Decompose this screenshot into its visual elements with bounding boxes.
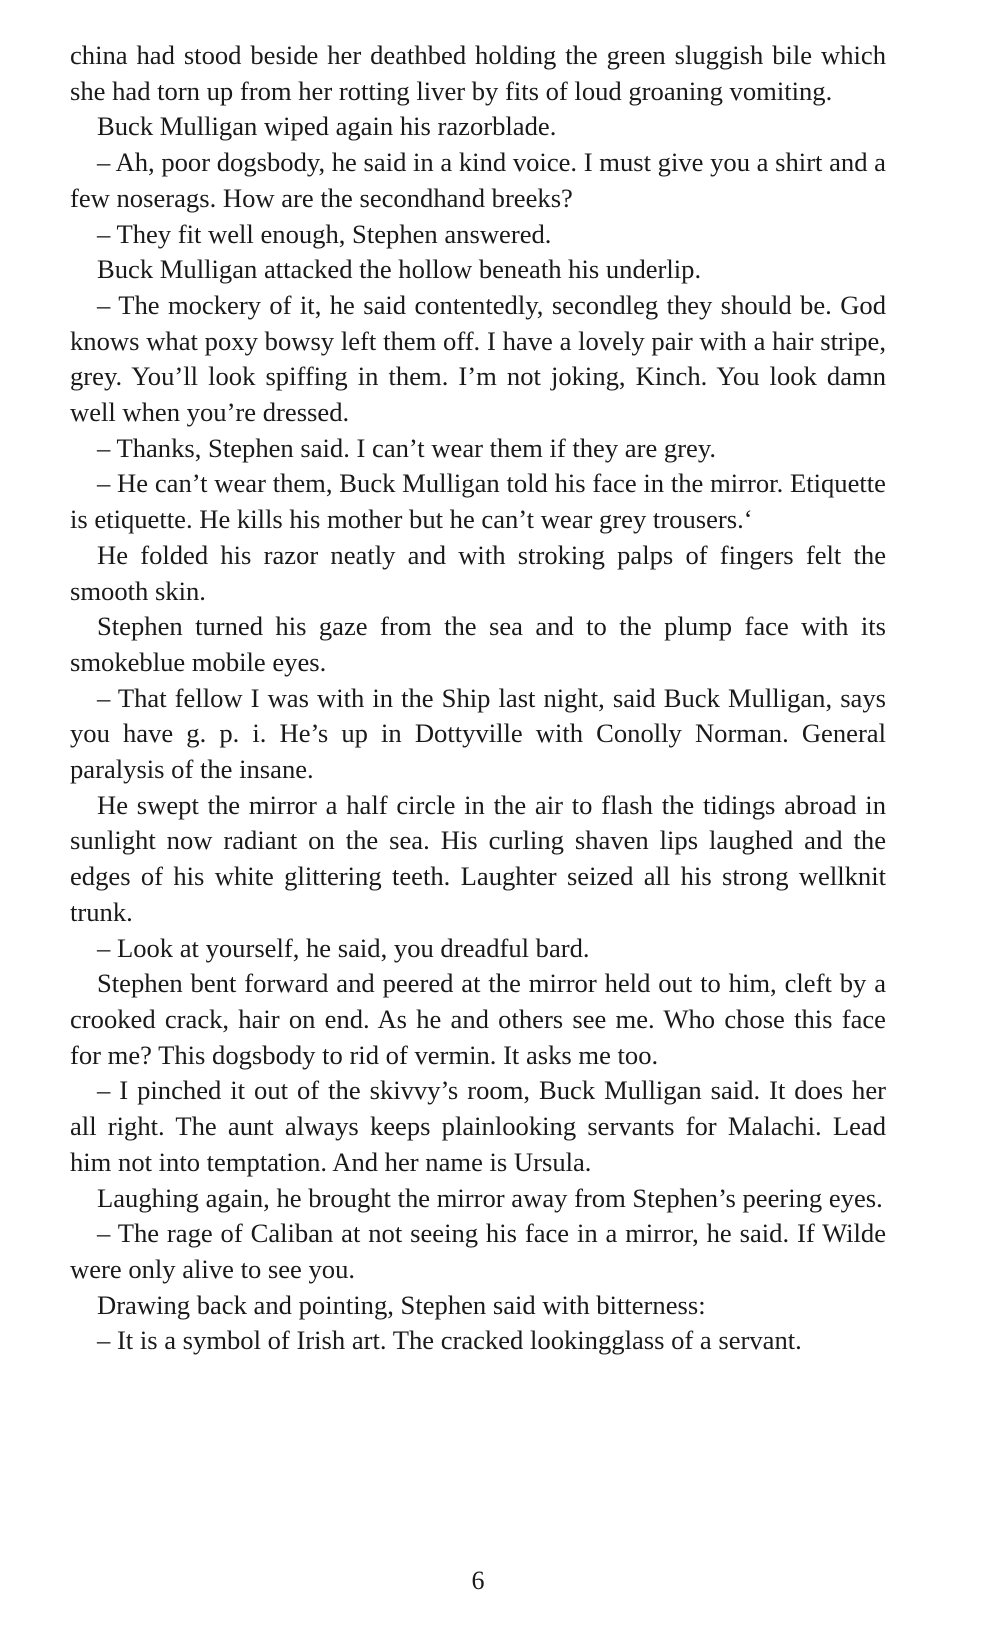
paragraph-14: Stephen bent forward and peered at the mirror held out to him, cleft by a crooked crack, hair on end. As he and others see me. Who chose this face for me? This dogsbody to rid of vermin. It asks me too. [70,968,886,1070]
paragraph-4: – They fit well enough, Stephen answered. [97,218,552,249]
paragraph-15: – I pinched it out of the skivvy’s room, Buck Mulligan said. It does her all right. The aunt always keeps plainlooking servants for Malachi. Lead him not into temptation. And her name is Ursula. [70,1075,886,1177]
paragraph-5: Buck Mulligan attacked the hollow beneath his underlip. [97,254,702,285]
page-number: 6 [471,1566,485,1595]
paragraph-19: – It is a symbol of Irish art. The cracked lookingglass of a servant. [97,1325,802,1356]
page-body [70,38,886,1359]
paragraph-6: – The mockery of it, he said contentedly, secondleg they should be. God knows what poxy bowsy left them off. I have a lovely pair with a hair stripe, grey. You’ll look spiffing in them. I’m not joking, Kinch. You look damn well when you’re dressed. [70,289,886,428]
paragraph-12: He swept the mirror a half circle in the air to flash the tidings abroad in sunlight now radiant on the sea. His curling shaven lips laughed and the edges of his white glittering teeth. Laughter seized all his strong wellknit trunk. [70,789,886,927]
paragraph-18: Drawing back and pointing, Stephen said with bitterness: [97,1289,706,1320]
paragraph-10: Stephen turned his gaze from the sea and to the plump face with its smokeblue mobile eyes. [70,611,886,677]
paragraph-1: china had stood beside her deathbed holding the green sluggish bile which she had torn up from her rotting liver by fits of loud groaning vomiting. [70,40,886,106]
paragraph-2: Buck Mulligan wiped again his razorblade. [97,111,557,142]
paragraph-3: – Ah, poor dogsbody, he said in a kind voice. I must give you a shirt and a few noserags. How are the secondhand breeks? [70,147,886,213]
paragraph-9: He folded his razor neatly and with stroking palps of fingers felt the smooth skin. [70,539,886,606]
paragraph-13: – Look at yourself, he said, you dreadful bard. [97,932,590,963]
paragraph-7: – Thanks, Stephen said. I can’t wear them if they are grey. [97,432,717,463]
paragraph-16: Laughing again, he brought the mirror away from Stephen’s peering eyes. [97,1182,883,1213]
paragraph-17: – The rage of Caliban at not seeing his face in a mirror, he said. If Wilde were only alive to see you. [70,1218,886,1284]
paragraph-11: – That fellow I was with in the Ship last night, said Buck Mulligan, says you have g. p. i. He’s up in Dottyville with Conolly Norman. General paralysis of the insane. [70,682,886,785]
paragraph-8: – He can’t wear them, Buck Mulligan told his face in the mirror. Etiquette is etiquette. He kills his mother but he can’t wear grey trousers.‘ [70,468,886,535]
